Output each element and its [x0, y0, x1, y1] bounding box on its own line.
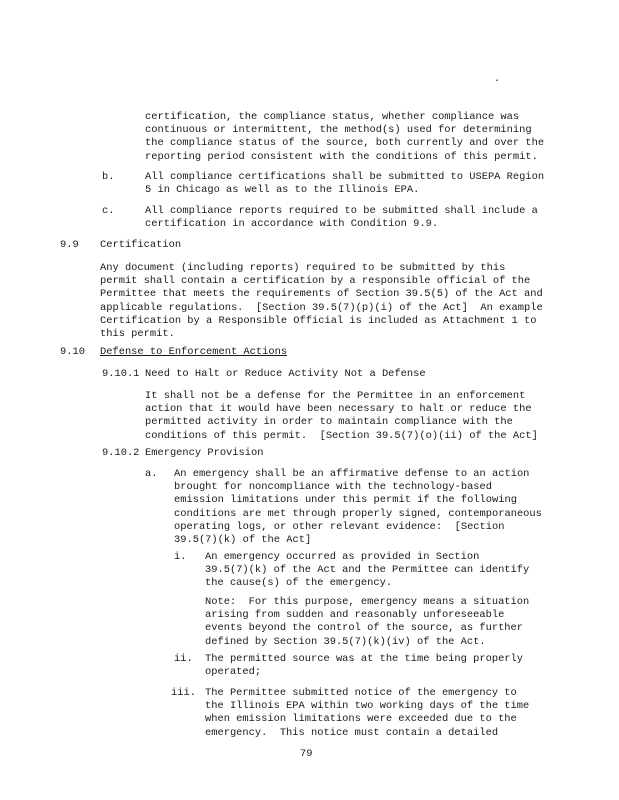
item-c-label: c.	[102, 205, 115, 217]
text-line: conditions are met through properly signed, contemporaneous	[174, 507, 542, 520]
section-9-10-1-number: 9.10.1	[102, 368, 140, 380]
text-line: reporting period consistent with the conditions of this permit.	[145, 150, 538, 163]
text-line: Note: For this purpose, emergency means a situation	[205, 596, 530, 608]
text-line: the cause(s) of the emergency.	[205, 577, 393, 590]
text-line: The Permittee submitted notice of the emergency to	[205, 687, 517, 699]
text-line: certification, the compliance status, whether compliance was	[145, 111, 520, 123]
text-line: 5 in Chicago as well as to the Illinois EPA.	[145, 184, 420, 197]
section-9-9-number: 9.9	[60, 239, 79, 251]
text-line: The permitted source was at the time being properly	[205, 653, 524, 665]
sub-item-iii-text	[205, 687, 529, 740]
text-line: arising from sudden and reasonably unforeseeable	[205, 609, 505, 622]
item-b-label: b.	[102, 171, 115, 183]
item-a-label: a.	[145, 468, 158, 480]
text-line: this permit.	[100, 328, 175, 341]
text-line: brought for noncompliance with the technology-based	[174, 481, 493, 494]
item-a-text	[174, 468, 542, 547]
text-line: defined by Section 39.5(7)(k)(iv) of the Act.	[205, 635, 486, 648]
text-line: It shall not be a defense for the Permittee in an enforcement	[145, 390, 526, 402]
sub-item-ii-text	[205, 653, 523, 679]
sub-item-ii-label: ii.	[174, 653, 193, 665]
text-line: when emission limitations were exceeded due to the	[205, 713, 517, 726]
text-line: All compliance reports required to be submitted shall include a	[145, 205, 538, 217]
text-line: the Illinois EPA within two working days of the time	[205, 700, 530, 713]
sub-item-iii-label: iii.	[171, 687, 196, 699]
text-line: All compliance certifications shall be submitted to USEPA Region	[145, 171, 545, 183]
item-c-text	[145, 205, 538, 231]
text-line: the compliance status of the source, both currently and over the	[145, 137, 545, 150]
text-line: emergency. This notice must contain a detailed	[205, 726, 499, 739]
text-line: Certification by a Responsible Official is included as Attachment 1 to	[100, 314, 537, 327]
text-line: Permittee that meets the requirements of Section 39.5(5) of the Act and	[100, 288, 543, 301]
text-line: permitted activity in order to maintain compliance with the	[145, 416, 513, 429]
text-line: 39.5(7)(k) of the Act and the Permittee can identify	[205, 564, 530, 577]
text-line: certification in accordance with Condition 9.9.	[145, 218, 439, 231]
sub-item-i-text	[205, 551, 529, 591]
text-line: 39.5(7)(k) of the Act]	[174, 534, 312, 547]
text-line: conditions of this permit. [Section 39.5(7)(o)(ii) of the Act]	[145, 429, 538, 442]
section-9-10-number: 9.10	[60, 346, 85, 358]
text-line: An emergency occurred as provided in Section	[205, 551, 480, 563]
section-9-9-title: Certification	[100, 239, 182, 251]
corner-mark: .	[494, 74, 501, 85]
text-line: events beyond the control of the source, as further	[205, 622, 524, 635]
text-line: applicable regulations. [Section 39.5(7)(p)(i) of the Act] An example	[100, 301, 543, 314]
section-9-10-title: Defense to Enforcement Actions	[100, 346, 288, 358]
section-9-10-2-number: 9.10.2	[102, 447, 140, 459]
page-number: 79	[300, 748, 313, 760]
text-line: An emergency shall be an affirmative defense to an action	[174, 468, 530, 480]
text-line: permit shall contain a certification by a responsible official of the	[100, 275, 531, 288]
text-line: continuous or intermittent, the method(s) used for determining	[145, 124, 532, 137]
section-9-10-2-title: Emergency Provision	[145, 447, 264, 459]
text-line: Any document (including reports) required to be submitted by this	[100, 262, 506, 274]
text-line: operating logs, or other relevant evidence: [Section	[174, 520, 505, 533]
note-paragraph	[205, 596, 529, 649]
text-line: action that it would have been necessary to halt or reduce the	[145, 403, 532, 416]
section-9-9-paragraph	[100, 262, 543, 341]
item-b-text	[145, 171, 544, 197]
sub-item-i-label: i.	[174, 551, 187, 563]
continuation-paragraph	[145, 111, 544, 164]
section-9-10-1-paragraph	[145, 390, 538, 443]
section-9-10-1-title: Need to Halt or Reduce Activity Not a Defense	[145, 368, 426, 380]
text-line: operated;	[205, 666, 262, 679]
text-line: emission limitations under this permit if the following	[174, 494, 517, 507]
